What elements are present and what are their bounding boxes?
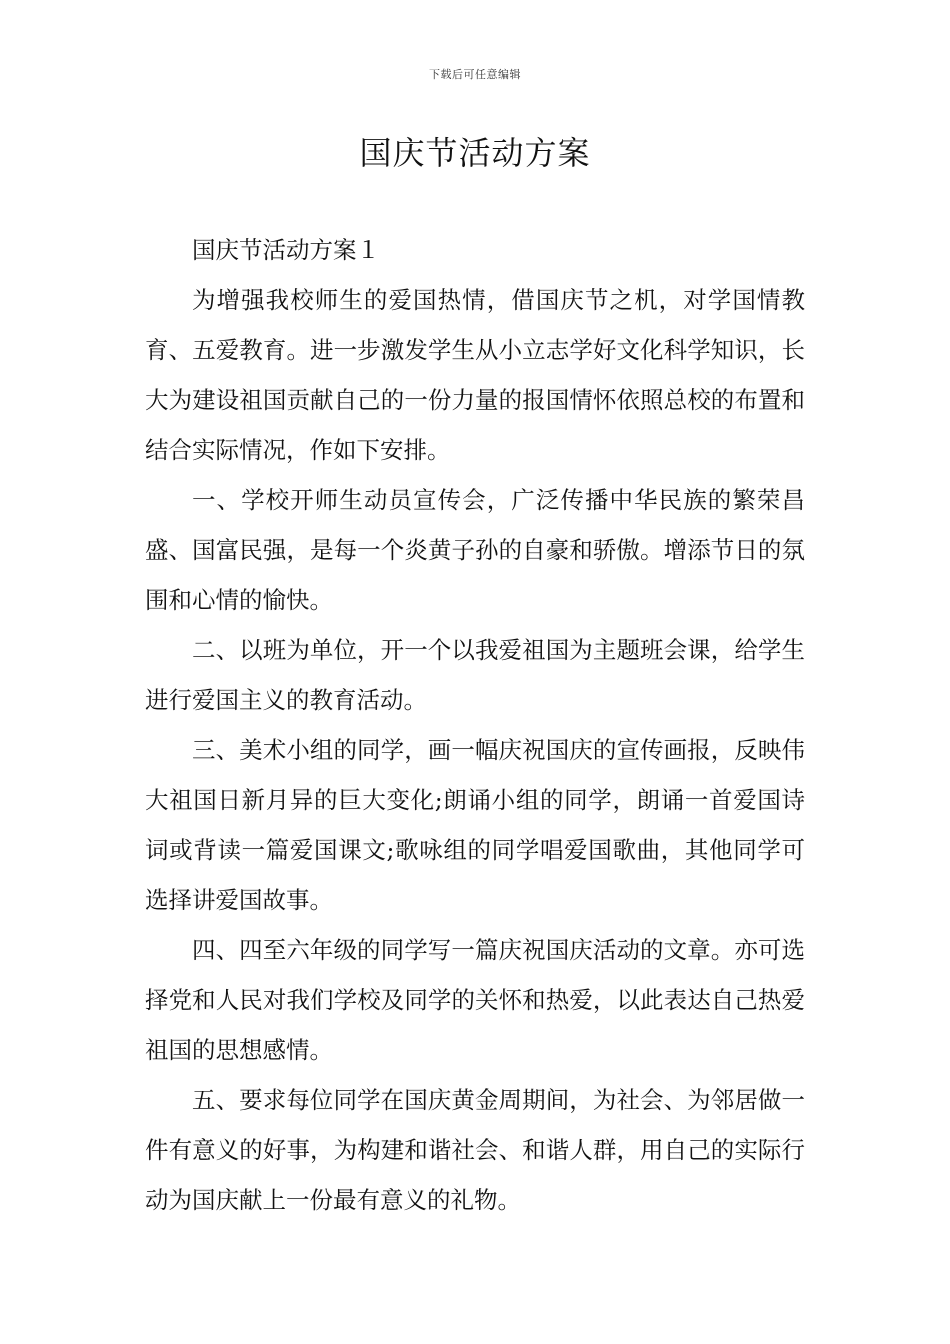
section-subheading: 国庆节活动方案１	[192, 236, 380, 264]
document-title: 国庆节活动方案	[359, 134, 591, 172]
paragraph-item-1: 一、学校开师生动员宣传会，广泛传播中华民族的繁荣昌盛、国富民强，是每一个炎黄子孙的自豪和骄傲。增添节日的氛围和心情的愉快。	[145, 486, 805, 614]
paragraph-item-2: 二、以班为单位，开一个以我爱祖国为主题班会课，给学生进行爱国主义的教育活动。	[145, 636, 805, 714]
paragraph-item-5: 五、要求每位同学在国庆黄金周期间，为社会、为邻居做一件有意义的好事，为构建和谐社会、和谐人群，用自己的实际行动为国庆献上一份最有意义的礼物。	[145, 1086, 805, 1214]
header-note: 下载后可任意编辑	[429, 68, 521, 81]
paragraph-intro: 为增强我校师生的爱国热情，借国庆节之机，对学国情教育、五爱教育。进一步激发学生从小立志学好文化科学知识，长大为建设祖国贡献自己的一份力量的报国情怀依照总校的布置和结合实际情况，作如下安排。	[145, 286, 805, 464]
document-body	[145, 225, 805, 1225]
paragraph-item-3: 三、美术小组的同学，画一幅庆祝国庆的宣传画报，反映伟大祖国日新月异的巨大变化;朗诵小组的同学，朗诵一首爱国诗词或背读一篇爱国课文;歌咏组的同学唱爱国歌曲，其他同学可选择讲爱国故事。	[145, 736, 805, 914]
paragraph-item-4: 四、四至六年级的同学写一篇庆祝国庆活动的文章。亦可选择党和人民对我们学校及同学的关怀和热爱，以此表达自己热爱祖国的思想感情。	[145, 936, 805, 1064]
